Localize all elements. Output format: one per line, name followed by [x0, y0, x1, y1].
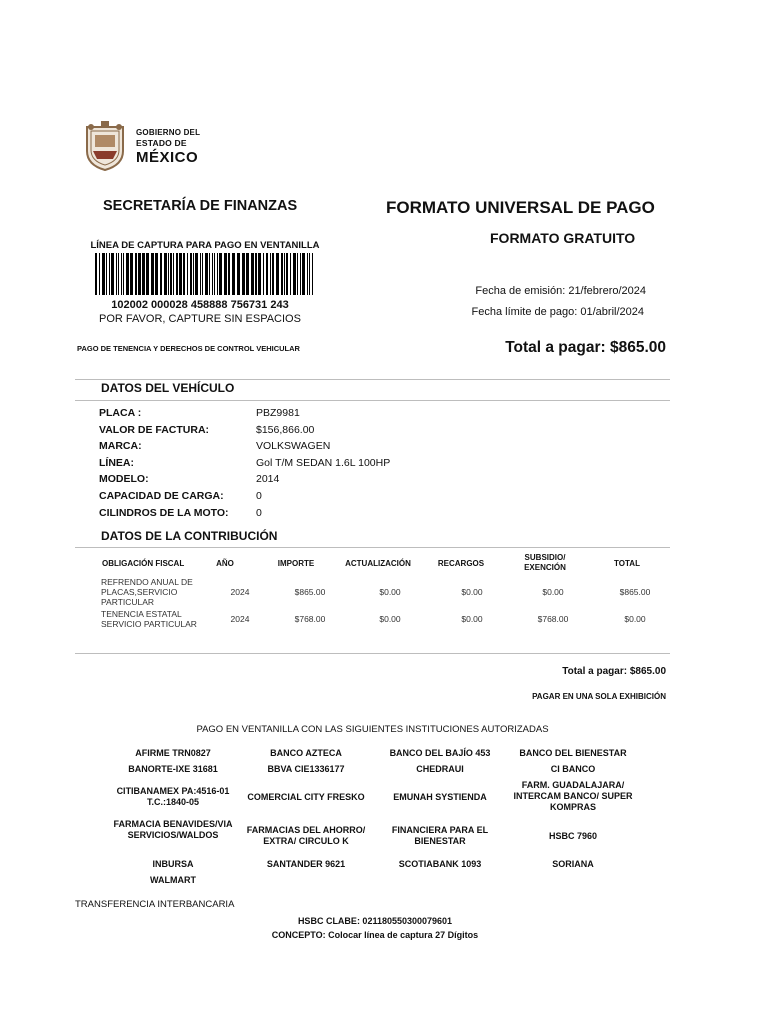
- formato-gratuito: FORMATO GRATUITO: [490, 230, 636, 246]
- table-cell-subsidy: $768.00: [537, 614, 569, 624]
- table-cell-update: $0.00: [379, 614, 401, 624]
- institution-item: WALMART: [150, 875, 196, 885]
- vehicle-section-title: DATOS DEL VEHÍCULO: [101, 381, 235, 395]
- institution-item: SCOTIABANK 1093: [398, 859, 482, 869]
- divider: [75, 653, 670, 654]
- col-header-surcharge: RECARGOS: [437, 559, 485, 568]
- transfer-title: TRANSFERENCIA INTERBANCARIA: [75, 899, 235, 910]
- col-header-obligation: OBLIGACIÓN FISCAL: [102, 559, 185, 568]
- emission-date: Fecha de emisión: 21/febrero/2024: [475, 285, 646, 297]
- col-header-update: ACTUALIZACIÓN: [345, 559, 411, 568]
- total-to-pay: Total a pagar: $865.00: [505, 339, 666, 356]
- single-payment-note: PAGAR EN UNA SOLA EXHIBICIÓN: [532, 692, 666, 701]
- divider: [75, 379, 670, 380]
- institution-item: FARMACIA BENAVIDES/VIA SERVICIOS/WALDOS: [113, 819, 233, 840]
- institution-item: COMERCIAL CITY FRESKO: [247, 792, 365, 802]
- payment-concept: PAGO DE TENENCIA Y DERECHOS DE CONTROL VEHICULAR: [77, 344, 300, 353]
- table-cell-year: 2024: [230, 587, 250, 597]
- table-cell-total: $0.00: [624, 614, 646, 624]
- institution-item: SANTANDER 9621: [266, 859, 346, 869]
- table-cell-amount: $768.00: [294, 614, 326, 624]
- capture-note: POR FAVOR, CAPTURE SIN ESPACIOS: [99, 313, 301, 325]
- vehicle-label: MARCA:: [99, 440, 142, 452]
- institution-item: FINANCIERA PARA EL BIENESTAR: [391, 825, 489, 846]
- table-cell-subsidy: $0.00: [542, 587, 564, 597]
- divider: [75, 547, 670, 548]
- institution-item: INBURSA: [152, 859, 194, 869]
- table-cell-surcharge: $0.00: [461, 587, 483, 597]
- institution-item: BANCO AZTECA: [270, 748, 342, 758]
- table-cell-total: $865.00: [619, 587, 651, 597]
- capture-label: LÍNEA DE CAPTURA PARA PAGO EN VENTANILLA: [90, 240, 320, 251]
- vehicle-label: VALOR DE FACTURA:: [99, 424, 210, 436]
- col-header-year: AÑO: [216, 559, 234, 568]
- transfer-clabe: HSBC CLABE: 021180550300079601: [297, 916, 453, 926]
- divider: [75, 400, 670, 401]
- table-cell-obligation: REFRENDO ANUAL DE PLACAS,SERVICIO PARTICULAR: [101, 577, 193, 607]
- table-cell-update: $0.00: [379, 587, 401, 597]
- transfer-concept: CONCEPTO: Colocar línea de captura 27 Dígitos: [271, 930, 479, 940]
- institution-item: BANCO DEL BIENESTAR: [519, 748, 627, 758]
- institution-item: BANORTE-IXE 31681: [128, 764, 218, 774]
- col-header-total: TOTAL: [614, 559, 640, 568]
- institution-item: CITIBANAMEX PA:4516-01 T.C.:1840-05: [116, 786, 230, 807]
- institution-item: CHEDRAUI: [416, 764, 464, 774]
- table-cell-obligation: TENENCIA ESTATAL SERVICIO PARTICULAR: [101, 609, 197, 629]
- table-cell-amount: $865.00: [294, 587, 326, 597]
- institution-item: SORIANA: [552, 859, 594, 869]
- table-cell-surcharge: $0.00: [461, 614, 483, 624]
- vehicle-label: LÍNEA:: [99, 457, 134, 469]
- institution-item: FARM. GUADALAJARA/ INTERCAM BANCO/ SUPER KOMPRAS: [513, 780, 633, 812]
- institution-item: AFIRME TRN0827: [135, 748, 211, 758]
- vehicle-value: 2014: [256, 473, 280, 485]
- vehicle-value: $156,866.00: [256, 424, 315, 436]
- secretaria-title: SECRETARÍA DE FINANZAS: [103, 198, 298, 214]
- vehicle-value: Gol T/M SEDAN 1.6L 100HP: [256, 457, 391, 469]
- vehicle-value: 0: [256, 507, 262, 519]
- institutions-title: PAGO EN VENTANILLA CON LAS SIGUIENTES INSTITUCIONES AUTORIZADAS: [196, 724, 549, 735]
- logo-line1: GOBIERNO DEL: [136, 128, 201, 137]
- table-cell-year: 2024: [230, 614, 250, 624]
- col-header-amount: IMPORTE: [277, 559, 315, 568]
- logo-line3: MÉXICO: [136, 148, 199, 166]
- institution-item: FARMACIAS DEL AHORRO/ EXTRA/ CIRCULO K: [246, 825, 366, 846]
- contribution-section-title: DATOS DE LA CONTRIBUCIÓN: [101, 529, 278, 543]
- barcode: [95, 253, 314, 295]
- vehicle-value: PBZ9981: [256, 407, 300, 419]
- logo-line2: ESTADO DE: [136, 138, 187, 148]
- vehicle-value: 0: [256, 490, 262, 502]
- vehicle-value: VOLKSWAGEN: [256, 440, 331, 452]
- capture-number[interactable]: 102002 000028 458888 756731 243: [111, 299, 289, 311]
- formato-title: FORMATO UNIVERSAL DE PAGO: [386, 198, 655, 217]
- institution-item: BANCO DEL BAJÍO 453: [389, 748, 491, 758]
- state-seal-icon: [83, 121, 127, 171]
- vehicle-label: MODELO:: [99, 473, 149, 485]
- col-header-subsidy: SUBSIDIO/ EXENCIÓN: [524, 553, 566, 572]
- limit-date: Fecha límite de pago: 01/abril/2024: [471, 306, 644, 318]
- summary-total: Total a pagar: $865.00: [562, 666, 666, 677]
- institution-item: BBVA CIE1336177: [267, 764, 345, 774]
- vehicle-label: CAPACIDAD DE CARGA:: [99, 490, 224, 502]
- institution-item: EMUNAH SYSTIENDA: [393, 792, 487, 802]
- vehicle-label: CILINDROS DE LA MOTO:: [99, 507, 229, 519]
- institution-item: CI BANCO: [550, 764, 596, 774]
- institution-item: HSBC 7960: [548, 831, 598, 841]
- state-logo: [83, 121, 209, 171]
- vehicle-label: PLACA :: [99, 407, 142, 419]
